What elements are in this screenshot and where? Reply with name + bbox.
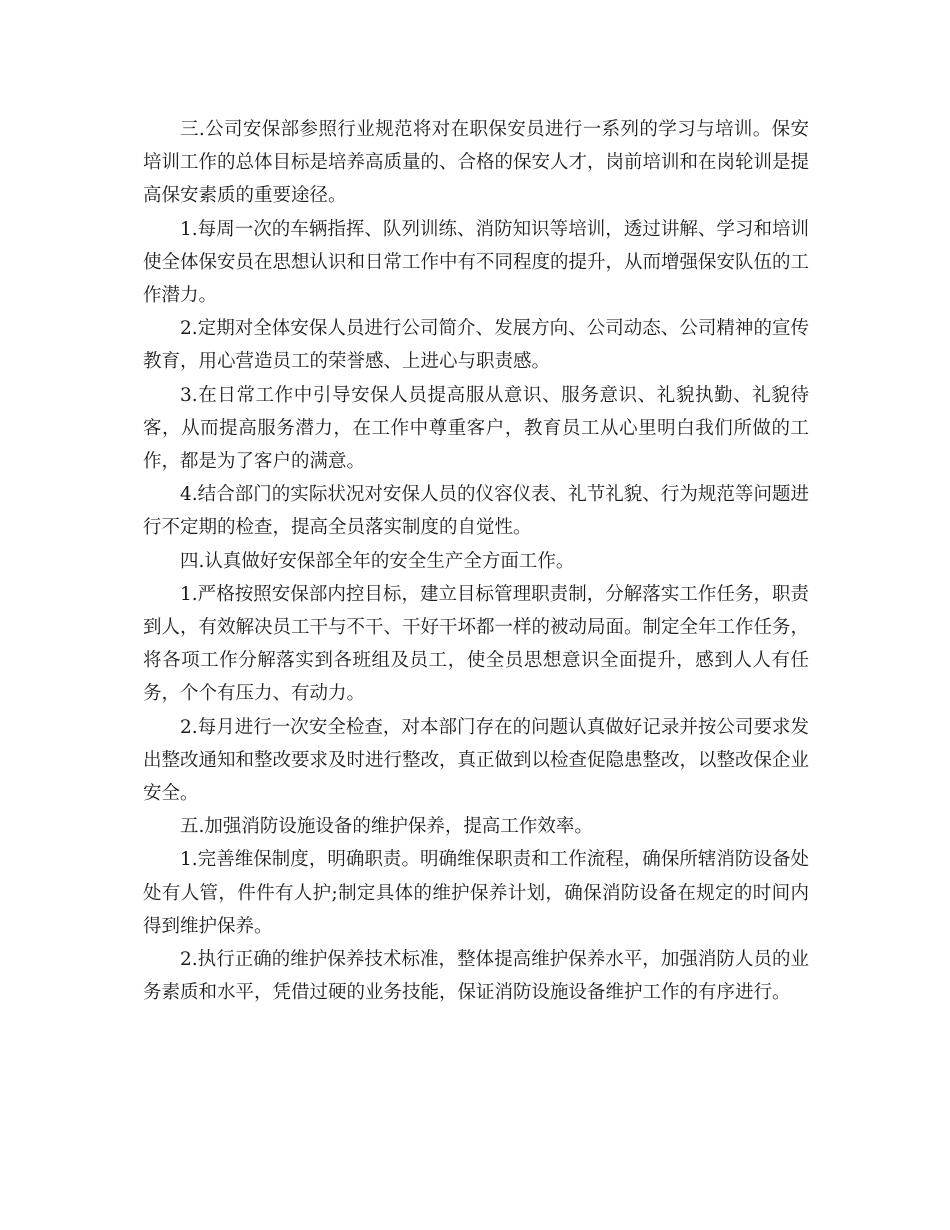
- paragraph-section-3-item-3: 3.在日常工作中引导安保人员提高服从意识、服务意识、礼貌执勤、礼貌待客，从而提高服务潜力，在工作中尊重客户，教育员工从心里明白我们所做的工作，都是为了客户的满意。: [143, 384, 809, 473]
- paragraph-section-3-item-2: 2.定期对全体安保人员进行公司简介、发展方向、公司动态、公司精神的宣传教育，用心营造员工的荣誉感、上进心与职责感。: [143, 318, 809, 373]
- paragraph-section-3-item-1: 1.每周一次的车辆指挥、队列训练、消防知识等培训，透过讲解、学习和培训使全体保安员在思想认识和日常工作中有不同程度的提升，从而增强保安队伍的工作潜力。: [143, 218, 810, 307]
- paragraph-section-3-item-4: 4.结合部门的实际状况对安保人员的仪容仪表、礼节礼貌、行为规范等问题进行不定期的检查，提高全员落实制度的自觉性。: [143, 484, 809, 539]
- paragraph-section-5-item-2: 2.执行正确的维护保养技术标准，整体提高维护保养水平，加强消防人员的业务素质和水平，凭借过硬的业务技能，保证消防设施设备维护工作的有序进行。: [143, 949, 809, 1004]
- document-body: [143, 113, 809, 1009]
- paragraph-section-5-heading: 五.加强消防设施设备的维护保养，提高工作效率。: [180, 816, 593, 838]
- paragraph-section-5-item-1: 1.完善维保制度，明确职责。明确维保职责和工作流程，确保所辖消防设备处处有人管，件件有人护;制定具体的维护保养计划，确保消防设备在规定的时间内得到维护保养。: [143, 849, 809, 937]
- paragraph-section-4-heading: 四.认真做好安保部全年的安全生产全方面工作。: [180, 550, 575, 572]
- paragraph-section-3-intro: 三.公司安保部参照行业规范将对在职保安员进行一系列的学习与培训。保安培训工作的总体目标是培养高质量的、合格的保安人才，岗前培训和在岗轮训是提高保安素质的重要途径。: [143, 119, 810, 207]
- paragraph-section-4-item-2: 2.每月进行一次安全检查，对本部门存在的问题认真做好记录并按公司要求发出整改通知和整改要求及时进行整改，真正做到以检查促隐患整改，以整改保企业安全。: [143, 716, 810, 805]
- paragraph-section-4-item-1: 1.严格按照安保部内控目标，建立目标管理职责制，分解落实工作任务，职责到人，有效解决员工干与不干、干好干坏都一样的被动局面。制定全年工作任务，将各项工作分解落实到各班组及员工，使全员思想意识全面提升，感到人人有任务，个个有压力、有动力。: [143, 583, 810, 705]
